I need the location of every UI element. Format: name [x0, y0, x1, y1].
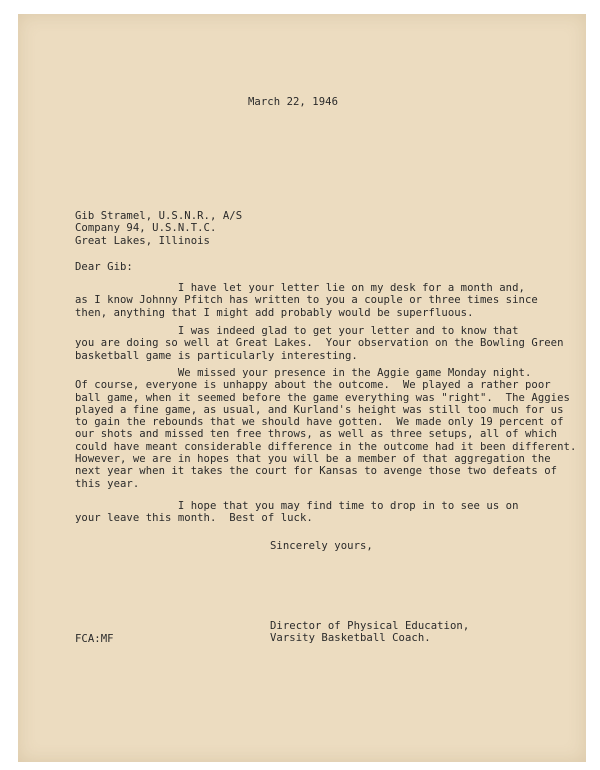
paragraph-line: I was indeed glad to get your letter and to know that: [75, 325, 519, 337]
signature-line: Varsity Basketball Coach.: [270, 632, 431, 645]
address-line: Company 94, U.S.N.T.C.: [75, 222, 217, 235]
paragraph-line: However, we are in hopes that you will be a member of that aggregation the: [75, 453, 551, 466]
paragraph-line: next year when it takes the court for Kansas to avenge those two defeats of: [75, 465, 558, 478]
letter-date: March 22, 1946: [248, 96, 338, 108]
reference-initials: FCA:MF: [75, 633, 114, 645]
paragraph-line: ball game, when it seemed before the game everything was "right". The Aggies: [75, 391, 570, 404]
paragraph-line: basketball game is particularly interesting.: [75, 349, 358, 362]
signature-block: [270, 620, 469, 645]
paragraph-line: you are doing so well at Great Lakes. Your observation on the Bowling Green: [75, 337, 564, 350]
paragraph-line: could have meant considerable difference in the outcome had it been different.: [75, 440, 577, 453]
paragraph-line: Of course, everyone is unhappy about the outcome. We played a rather poor: [75, 379, 551, 392]
salutation: Dear Gib:: [75, 261, 133, 273]
paragraph-line: your leave this month. Best of luck.: [75, 512, 313, 525]
paragraph-line: I hope that you may find time to drop in to see us on: [75, 500, 519, 512]
paragraph-line: as I know Johnny Pfitch has written to you a couple or three times since: [75, 294, 538, 307]
body-paragraph-1: [75, 282, 538, 319]
recipient-address: [75, 210, 242, 247]
paragraph-line: then, anything that I might add probably would be superfluous.: [75, 306, 474, 319]
paragraph-line: to gain the rebounds that we should have gotten. We made only 19 percent of: [75, 416, 564, 429]
address-line: Gib Stramel, U.S.N.R., A/S: [75, 210, 243, 222]
paragraph-line: played a fine game, as usual, and Kurland's height was still too much for us: [75, 403, 564, 416]
address-line: Great Lakes, Illinois: [75, 234, 210, 247]
body-paragraph-2: [75, 325, 564, 362]
paragraph-line: I have let your letter lie on my desk for a month and,: [75, 282, 525, 294]
paragraph-line: We missed your presence in the Aggie game Monday night.: [75, 367, 532, 379]
signature-line: Director of Physical Education,: [270, 620, 470, 632]
paragraph-line: this year.: [75, 477, 140, 490]
closing: Sincerely yours,: [270, 540, 373, 552]
body-paragraph-3: [75, 367, 576, 490]
body-paragraph-4: [75, 500, 519, 525]
paragraph-line: our shots and missed ten free throws, as well as three setups, all of which: [75, 428, 558, 441]
